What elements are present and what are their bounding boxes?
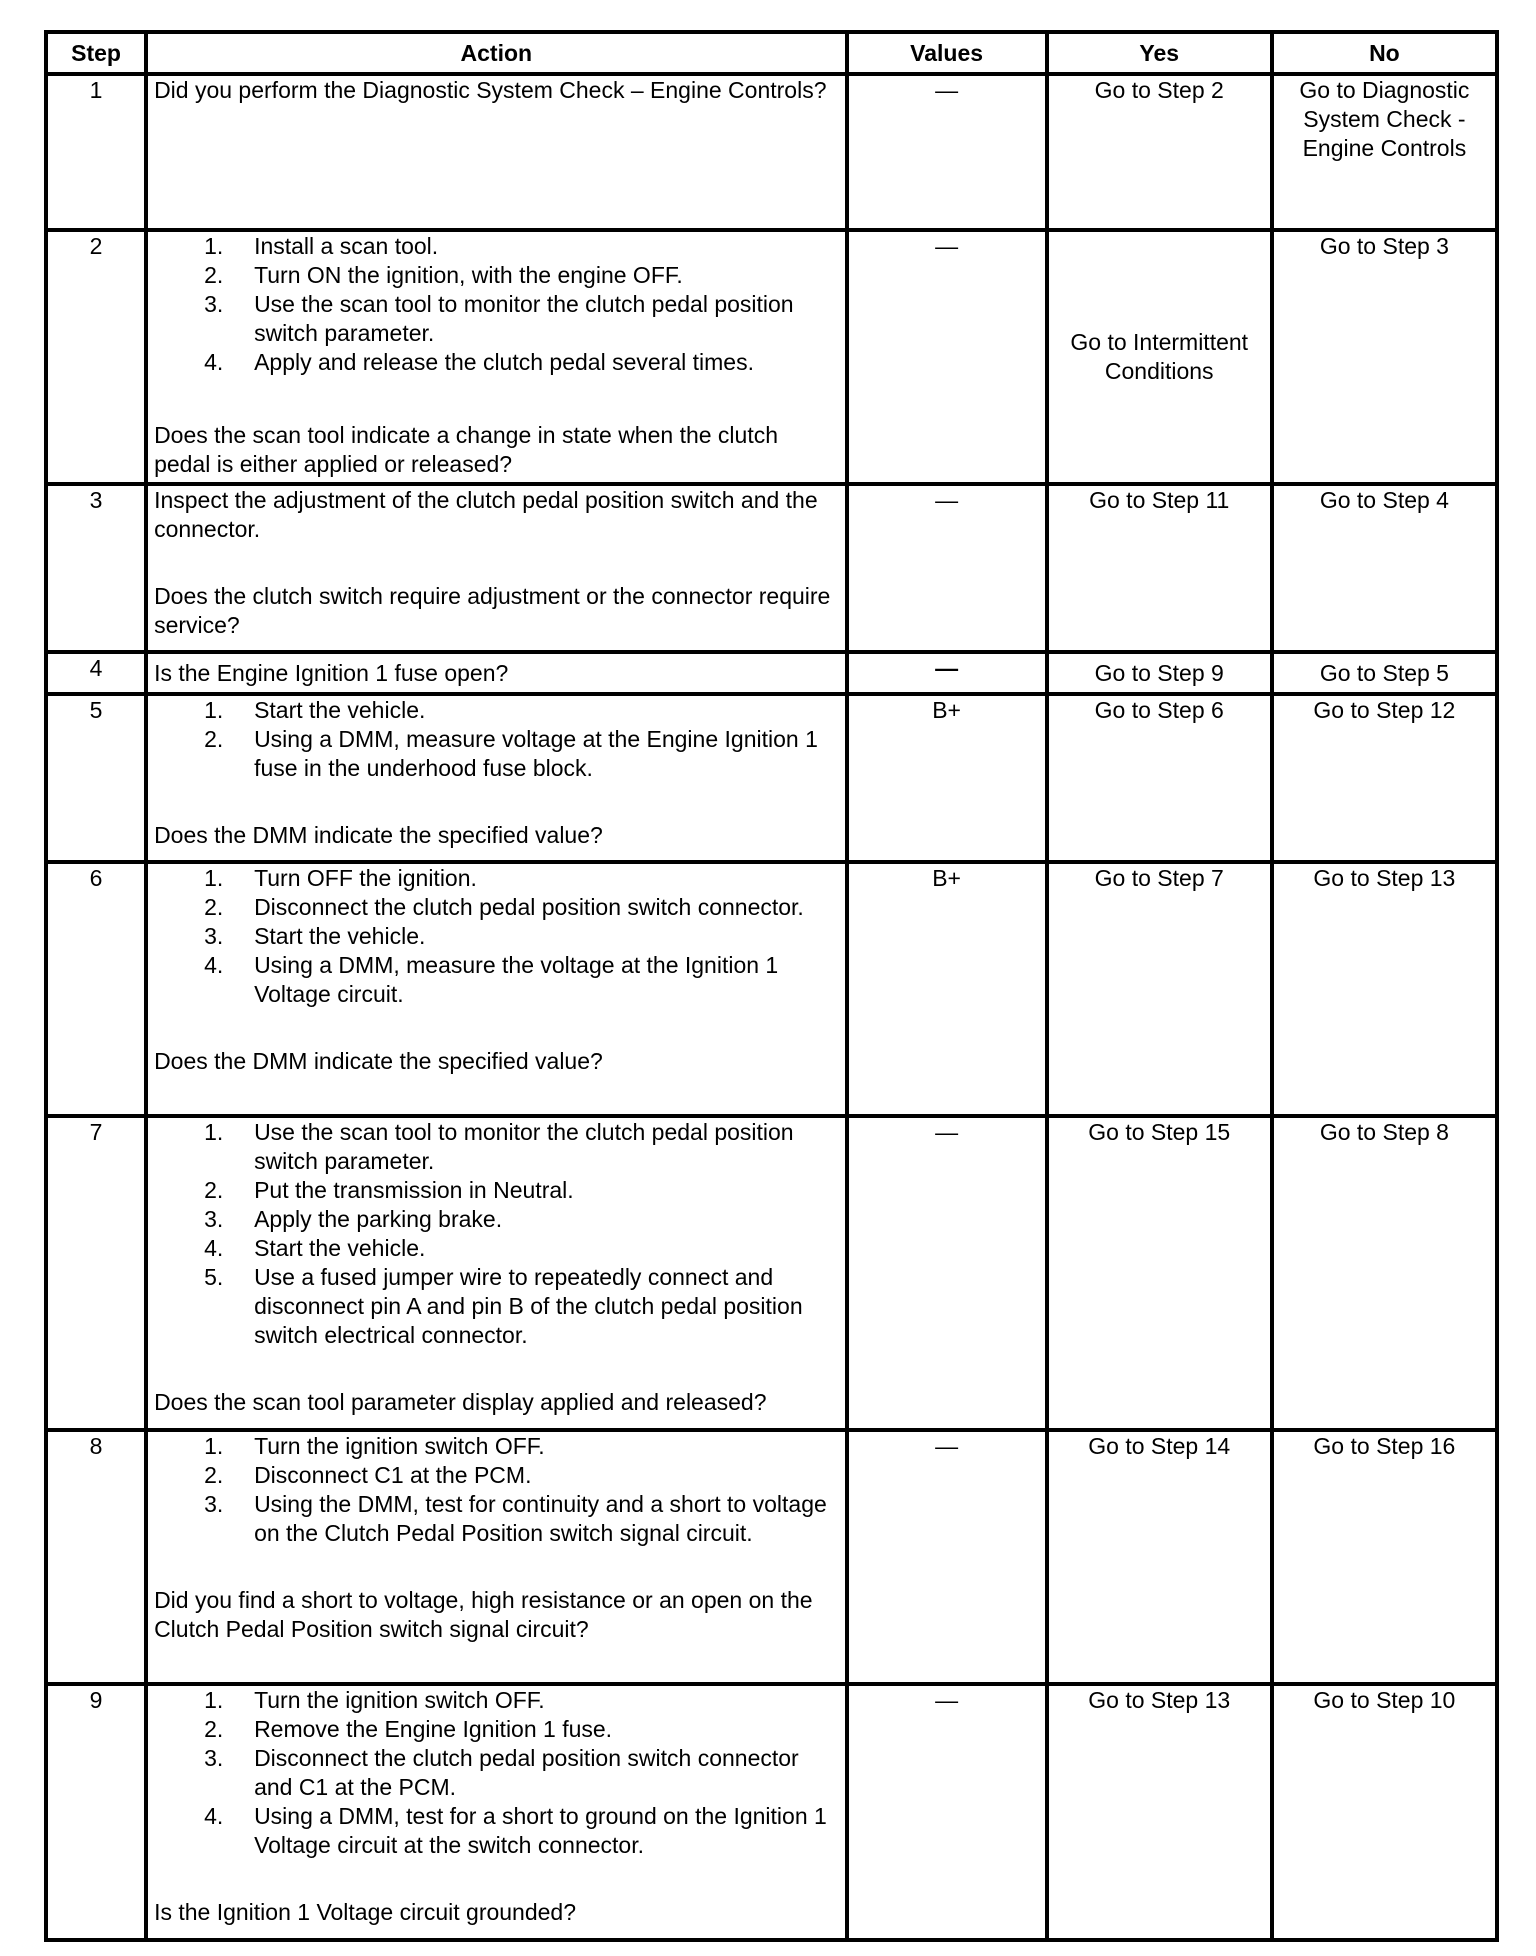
header-values: Values: [847, 32, 1047, 74]
action-steps: [154, 864, 838, 1009]
action-question: Did you find a short to voltage, high resistance or an open on the Clutch Pedal Position switch signal circuit?: [154, 1587, 813, 1642]
action-step: 1. Install a scan tool.: [204, 233, 439, 259]
step-number: 4: [46, 652, 146, 694]
action-step: 2. Remove the Engine Ignition 1 fuse.: [204, 1716, 613, 1742]
action-step: 5. Use a fused jumper wire to repeatedly connect and disconnect pin A and pin B of the clutch pedal position switch electrical connector.: [204, 1264, 803, 1348]
yes-cell: Go to Step 15: [1047, 1116, 1272, 1430]
action-step: 1. Use the scan tool to monitor the clutch pedal position switch parameter.: [204, 1119, 794, 1174]
step-number: 1: [46, 74, 146, 230]
table-row: [46, 1116, 1497, 1430]
action-steps: [154, 1118, 838, 1350]
action-cell: [146, 1430, 846, 1684]
action-intro: Is the Engine Ignition 1 fuse open?: [154, 659, 509, 686]
value-cell: —: [847, 1116, 1047, 1430]
yes-cell: Go to Step 13: [1047, 1684, 1272, 1940]
action-step: 4. Apply and release the clutch pedal several times.: [204, 349, 754, 375]
table-row: [46, 862, 1497, 1116]
action-cell: [146, 74, 846, 230]
action-cell: [146, 862, 846, 1116]
step-number: 9: [46, 1684, 146, 1940]
action-step: 2. Using a DMM, measure voltage at the Engine Ignition 1 fuse in the underhood fuse block.: [204, 726, 818, 781]
action-step: 3. Start the vehicle.: [204, 923, 426, 949]
yes-cell: Go to Step 9: [1047, 652, 1272, 694]
action-step: 2. Put the transmission in Neutral.: [204, 1177, 574, 1203]
action-step: 1. Turn the ignition switch OFF.: [204, 1687, 545, 1713]
action-question: Does the scan tool indicate a change in state when the clutch pedal is either applied or released?: [154, 422, 779, 477]
action-steps: [154, 1686, 838, 1860]
step-number: 8: [46, 1430, 146, 1684]
action-cell: [146, 694, 846, 862]
yes-cell: Go to Step 2: [1047, 74, 1272, 230]
yes-cell: Go to Step 6: [1047, 694, 1272, 862]
action-steps: [154, 696, 838, 783]
action-question: Does the DMM indicate the specified value?: [154, 822, 603, 848]
action-cell: [146, 1116, 846, 1430]
no-cell: Go to Step 13: [1272, 862, 1497, 1116]
action-step: 2. Turn ON the ignition, with the engine OFF.: [204, 262, 683, 288]
action-question: Is the Ignition 1 Voltage circuit grounded?: [154, 1899, 577, 1925]
header-row: [46, 32, 1497, 74]
action-step: 4. Using a DMM, measure the voltage at the Ignition 1 Voltage circuit.: [204, 952, 779, 1007]
action-steps: [154, 232, 838, 377]
no-cell: Go to Step 8: [1272, 1116, 1497, 1430]
action-step: 2. Disconnect the clutch pedal position switch connector.: [204, 894, 804, 920]
action-question: Does the clutch switch require adjustment or the connector require service?: [154, 583, 831, 638]
step-number: 7: [46, 1116, 146, 1430]
step-number: 3: [46, 484, 146, 652]
yes-cell: Go to Step 11: [1047, 484, 1272, 652]
yes-cell: Go to Step 14: [1047, 1430, 1272, 1684]
value-cell: —: [847, 1430, 1047, 1684]
header-no: No: [1272, 32, 1497, 74]
step-number: 6: [46, 862, 146, 1116]
action-step: 1. Start the vehicle.: [204, 697, 426, 723]
table-row: [46, 230, 1497, 484]
no-cell: Go to Step 5: [1272, 652, 1497, 694]
header-yes: Yes: [1047, 32, 1272, 74]
value-cell: —: [847, 652, 1047, 694]
value-cell: —: [847, 484, 1047, 652]
value-cell: —: [847, 74, 1047, 230]
header-step: Step: [46, 32, 146, 74]
no-cell: Go to Step 4: [1272, 484, 1497, 652]
action-question: Does the DMM indicate the specified value?: [154, 1048, 603, 1074]
action-step: 4. Using a DMM, test for a short to ground on the Ignition 1 Voltage circuit at the switch connector.: [204, 1803, 827, 1858]
action-step: 4. Start the vehicle.: [204, 1235, 426, 1261]
action-question: Does the scan tool parameter display applied and released?: [154, 1389, 767, 1415]
value-cell: —: [847, 230, 1047, 484]
header-action: Action: [146, 32, 846, 74]
action-steps: [154, 1432, 838, 1548]
value-cell: —: [847, 1684, 1047, 1940]
yes-cell: Go to Intermittent Conditions: [1047, 230, 1272, 484]
action-step: 1. Turn the ignition switch OFF.: [204, 1433, 545, 1459]
diagnostic-table: [44, 30, 1499, 1942]
no-cell: Go to Step 12: [1272, 694, 1497, 862]
step-number: 2: [46, 230, 146, 484]
table-row: [46, 484, 1497, 652]
no-cell: Go to Step 16: [1272, 1430, 1497, 1684]
action-step: 3. Use the scan tool to monitor the clutch pedal position switch parameter.: [204, 291, 794, 346]
step-number: 5: [46, 694, 146, 862]
table-row: [46, 1684, 1497, 1940]
action-cell: [146, 652, 846, 694]
action-intro: Did you perform the Diagnostic System Check – Engine Controls?: [154, 77, 827, 103]
action-step: 3. Using the DMM, test for continuity and a short to voltage on the Clutch Pedal Position switch signal circuit.: [204, 1491, 827, 1546]
action-step: 1. Turn OFF the ignition.: [204, 865, 477, 891]
action-cell: [146, 484, 846, 652]
table-row: [46, 694, 1497, 862]
action-cell: [146, 1684, 846, 1940]
action-step: 3. Apply the parking brake.: [204, 1206, 503, 1232]
no-cell: Go to Diagnostic System Check - Engine Controls: [1272, 74, 1497, 230]
table-row: [46, 74, 1497, 230]
table-row: [46, 652, 1497, 694]
table-row: [46, 1430, 1497, 1684]
action-intro: Inspect the adjustment of the clutch pedal position switch and the connector.: [154, 487, 818, 542]
yes-cell: Go to Step 7: [1047, 862, 1272, 1116]
value-cell: B+: [847, 862, 1047, 1116]
action-cell: [146, 230, 846, 484]
no-cell: Go to Step 10: [1272, 1684, 1497, 1940]
no-cell: Go to Step 3: [1272, 230, 1497, 484]
action-step: 2. Disconnect C1 at the PCM.: [204, 1462, 532, 1488]
value-cell: B+: [847, 694, 1047, 862]
action-step: 3. Disconnect the clutch pedal position switch connector and C1 at the PCM.: [204, 1745, 799, 1800]
